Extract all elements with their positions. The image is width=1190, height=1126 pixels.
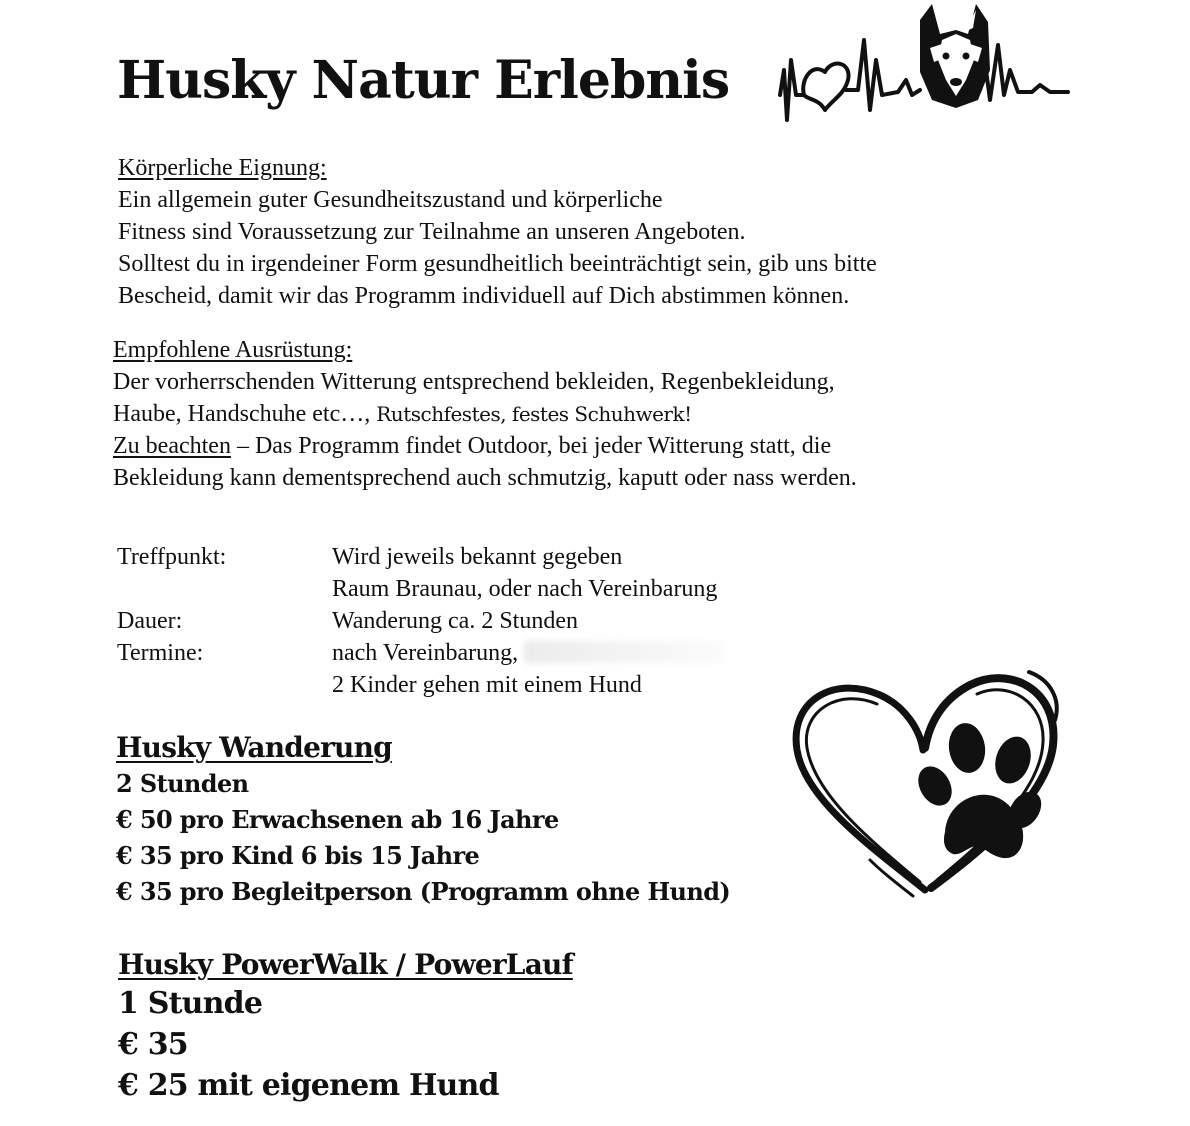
dates-label: Termine: — [117, 640, 204, 666]
wanderung-title: Husky Wanderung — [116, 731, 392, 764]
meeting-value-2: Raum Braunau, oder nach Vereinbarung — [332, 576, 718, 602]
meeting-label: Treffpunkt: — [117, 544, 227, 570]
equipment-note — [113, 430, 857, 462]
price-child: € 35 pro Kind 6 bis 15 Jahre — [116, 841, 480, 870]
equipment-heading: Empfohlene Ausrüstung: — [113, 337, 353, 363]
dates-value — [332, 637, 724, 669]
note-label: Zu beachten — [113, 433, 231, 459]
powerwalk-section — [118, 948, 573, 1106]
fitness-line-3: Solltest du in irgendeiner Form gesundheitlich beeinträchtigt sein, gib uns bitte — [118, 251, 877, 277]
husky-head — [920, 4, 990, 108]
redacted-block — [524, 641, 724, 663]
footwear-note: Rutschfestes, festes Schuhwerk! — [376, 402, 692, 426]
equipment-line-4: Bekleidung kann dementsprechend auch schmutzig, kaputt oder nass werden. — [113, 465, 857, 491]
powerwalk-price: € 35 — [118, 1027, 188, 1062]
duration-value: Wanderung ca. 2 Stunden — [332, 608, 578, 634]
info-row-dates-2 — [117, 669, 817, 701]
meeting-value-1: Wird jeweils bekannt gegeben — [332, 544, 623, 570]
fitness-line-1: Ein allgemein guter Gesundheitszustand und körperliche — [118, 187, 663, 213]
powerwalk-duration: 1 Stunde — [118, 986, 263, 1021]
powerwalk-price-own-dog: € 25 mit eigenem Hund — [118, 1068, 499, 1103]
equipment-line-2-prefix: Haube, Handschuhe etc…, — [113, 401, 377, 427]
dates-value-text: nach Vereinbarung, — [332, 640, 525, 666]
info-row-duration — [117, 605, 817, 637]
fitness-section — [118, 152, 877, 312]
equipment-line-2 — [113, 398, 857, 430]
heart-paw-icon — [785, 660, 1065, 905]
info-row-meeting — [117, 541, 817, 573]
powerwalk-title: Husky PowerWalk / PowerLauf — [118, 948, 573, 981]
husky-heartbeat-icon — [770, 0, 1080, 135]
equipment-section — [113, 334, 857, 494]
wanderung-section — [116, 731, 730, 910]
info-row-dates — [117, 637, 817, 669]
duration-label: Dauer: — [117, 608, 183, 634]
info-row-meeting-2 — [117, 573, 817, 605]
fitness-line-4: Bescheid, damit wir das Programm individuell auf Dich abstimmen können. — [118, 283, 850, 309]
info-table — [117, 541, 817, 701]
fitness-line-2: Fitness sind Voraussetzung zur Teilnahme an unseren Angeboten. — [118, 219, 746, 245]
equipment-line-1: Der vorherrschenden Witterung entsprechend bekleiden, Regenbekleidung, — [113, 369, 835, 395]
page-title: Husky Natur Erlebnis — [117, 50, 730, 111]
note-text: – Das Programm findet Outdoor, bei jeder Witterung statt, die — [230, 433, 832, 459]
fitness-heading: Körperliche Eignung: — [118, 155, 327, 181]
price-companion: € 35 pro Begleitperson (Programm ohne Hund) — [116, 877, 731, 906]
dates-value-2: 2 Kinder gehen mit einem Hund — [332, 672, 642, 698]
wanderung-duration: 2 Stunden — [116, 769, 249, 798]
price-adult: € 50 pro Erwachsenen ab 16 Jahre — [116, 805, 559, 834]
